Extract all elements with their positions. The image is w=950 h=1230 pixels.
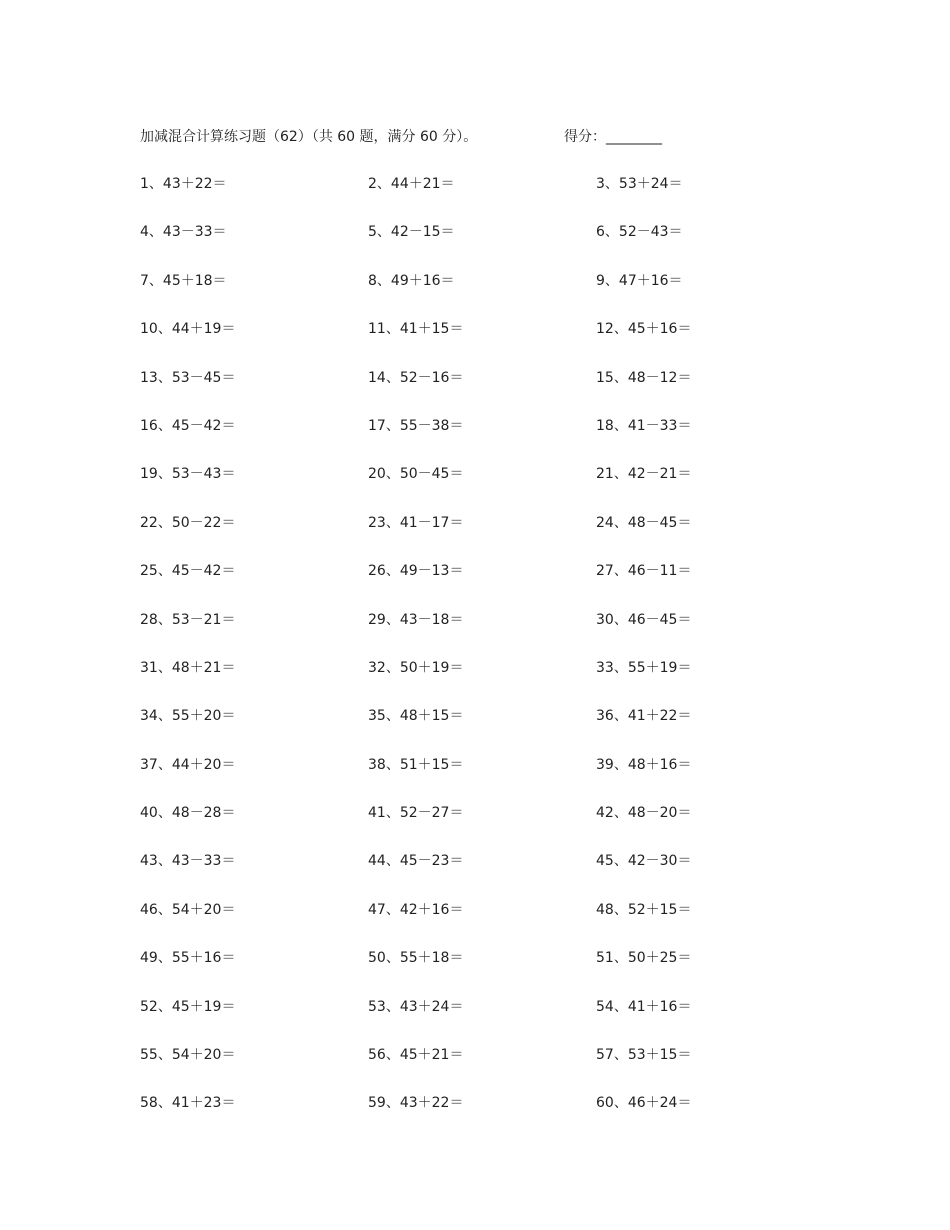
problem-item: 56、45＋21＝ xyxy=(368,1047,464,1064)
problem-item: 57、53＋15＝ xyxy=(596,1047,692,1064)
problem-item: 52、45＋19＝ xyxy=(140,998,236,1015)
problem-item: 48、52＋15＝ xyxy=(596,901,692,918)
problem-item: 19、53－43＝ xyxy=(140,466,236,483)
problem-item: 28、53－21＝ xyxy=(140,611,236,628)
problem-item: 46、54＋20＝ xyxy=(140,901,236,918)
problem-item: 23、41－17＝ xyxy=(368,514,464,531)
problem-item: 51、50＋25＝ xyxy=(596,950,692,967)
problem-item: 60、46＋24＝ xyxy=(596,1095,692,1112)
problem-item: 15、48－12＝ xyxy=(596,369,692,386)
problem-item: 16、45－42＝ xyxy=(140,417,236,434)
problem-item: 22、50－22＝ xyxy=(140,514,236,531)
problem-grid xyxy=(140,173,780,1141)
problem-item: 6、52－43＝ xyxy=(596,224,683,241)
problem-item: 34、55＋20＝ xyxy=(140,708,236,725)
problem-item: 18、41－33＝ xyxy=(596,417,692,434)
problem-item: 54、41＋16＝ xyxy=(596,998,692,1015)
problem-item: 37、44＋20＝ xyxy=(140,756,236,773)
problem-item: 35、48＋15＝ xyxy=(368,708,464,725)
problem-item: 42、48－20＝ xyxy=(596,805,692,822)
problem-item: 36、41＋22＝ xyxy=(596,708,692,725)
problem-item: 32、50＋19＝ xyxy=(368,659,464,676)
problem-item: 45、42－30＝ xyxy=(596,853,692,870)
problem-item: 9、47＋16＝ xyxy=(596,272,683,289)
problem-item: 3、53＋24＝ xyxy=(596,176,683,192)
problem-item: 49、55＋16＝ xyxy=(140,950,236,967)
problem-item: 47、42＋16＝ xyxy=(368,901,464,918)
problem-item: 8、49＋16＝ xyxy=(368,272,455,289)
problem-item: 5、42－15＝ xyxy=(368,224,455,241)
problem-item: 4、43－33＝ xyxy=(140,224,227,241)
problem-item: 11、41＋15＝ xyxy=(368,321,464,338)
problem-item: 39、48＋16＝ xyxy=(596,756,692,773)
problem-item: 31、48＋21＝ xyxy=(140,659,236,676)
problem-item: 33、55＋19＝ xyxy=(596,659,692,676)
problem-item: 17、55－38＝ xyxy=(368,417,464,434)
problem-item: 40、48－28＝ xyxy=(140,805,236,822)
problem-item: 50、55＋18＝ xyxy=(368,950,464,967)
problem-item: 58、41＋23＝ xyxy=(140,1095,236,1112)
problem-item: 27、46－11＝ xyxy=(596,563,692,580)
problem-item: 14、52－16＝ xyxy=(368,369,464,386)
problem-item: 53、43＋24＝ xyxy=(368,998,464,1015)
problem-item: 26、49－13＝ xyxy=(368,563,464,580)
problem-item: 38、51＋15＝ xyxy=(368,756,464,773)
worksheet-title: 加减混合计算练习题（62）（共 60 题，满分 60 分）。 xyxy=(140,129,478,145)
problem-item: 24、48－45＝ xyxy=(596,514,692,531)
problem-item: 25、45－42＝ xyxy=(140,563,236,580)
problem-item: 43、43－33＝ xyxy=(140,853,236,870)
score-field: 得分：________ xyxy=(564,129,662,145)
problem-item: 1、43＋22＝ xyxy=(140,176,227,192)
problem-item: 12、45＋16＝ xyxy=(596,321,692,338)
problem-item: 55、54＋20＝ xyxy=(140,1047,236,1064)
problem-item: 59、43＋22＝ xyxy=(368,1095,464,1112)
problem-item: 30、46－45＝ xyxy=(596,611,692,628)
problem-item: 10、44＋19＝ xyxy=(140,321,236,338)
problem-item: 44、45－23＝ xyxy=(368,853,464,870)
worksheet-header xyxy=(140,126,740,148)
problem-item: 7、45＋18＝ xyxy=(140,272,227,289)
problem-item: 2、44＋21＝ xyxy=(368,176,455,192)
problem-item: 20、50－45＝ xyxy=(368,466,464,483)
problem-item: 41、52－27＝ xyxy=(368,805,464,822)
problem-item: 29、43－18＝ xyxy=(368,611,464,628)
problem-item: 13、53－45＝ xyxy=(140,369,236,386)
problem-item: 21、42－21＝ xyxy=(596,466,692,483)
